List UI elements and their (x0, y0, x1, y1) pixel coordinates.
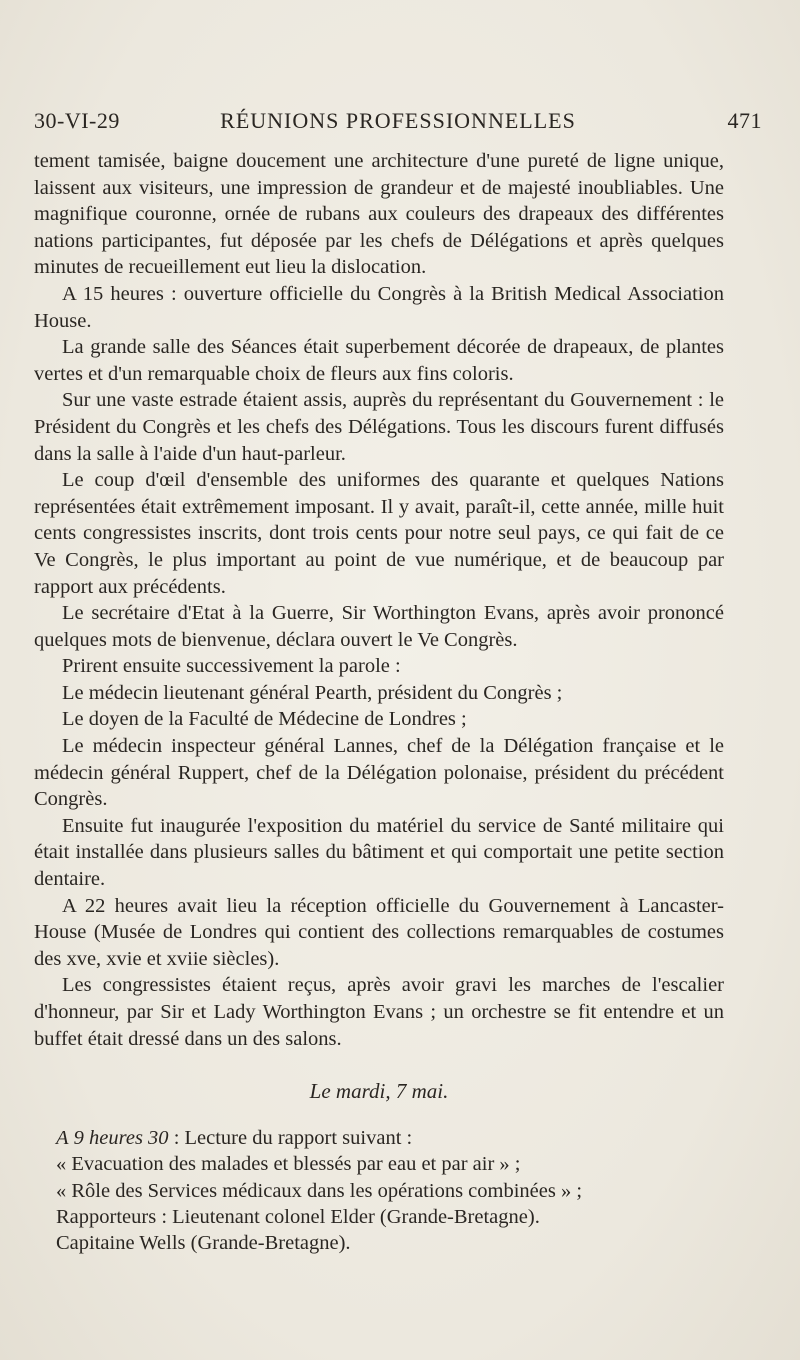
header-date: 30-VI-29 (34, 108, 120, 133)
session-time: 9 heures 30 (73, 1126, 169, 1149)
header-title: RÉUNIONS PROFESSIONNELLES (220, 108, 576, 133)
report-title: « Evacuation des malades et blessés par eau et par air » ; (56, 1153, 521, 1176)
page-body (34, 148, 724, 1257)
paragraph: Prirent ensuite successivement la parole : (62, 655, 401, 678)
page-number: 471 (727, 108, 762, 133)
paragraph: Le doyen de la Faculté de Médecine de Londres ; (62, 708, 467, 731)
paragraph: tement tamisée, baigne doucement une architecture d'une pureté de ligne unique, laissent aux visiteurs, une impression de grandeur et de majesté inoubliables. Une magnifique couronne, ornée de rubans aux couleurs des drapeaux des différentes nations participantes, fut déposée par les chefs de Délégations et après quelques minutes de recueillement eut lieu la dislocation. (34, 150, 724, 279)
paragraph: Le médecin inspecteur général Lannes, chef de la Délégation française et le médecin général Ruppert, chef de la Délégation polonaise, président du précédent Congrès. (34, 735, 724, 811)
session-time-line (34, 1125, 724, 1151)
paragraph: A 15 heures : ouverture officielle du Congrès à la British Medical Association House. (34, 282, 724, 332)
report-title: « Rôle des Services médicaux dans les opérations combinées » ; (56, 1179, 583, 1202)
rapporteur-name: Capitaine Wells (Grande-Bretagne). (56, 1232, 351, 1255)
paragraph: A 22 heures avait lieu la réception officielle du Gouvernement à Lancaster-House (Musée de Londres qui contient des collections remarquables de costumes des xve, xvie et xviie siècles). (34, 894, 724, 970)
session-time-prefix: A (56, 1126, 69, 1149)
rapporteurs-line: Rapporteurs : Lieutenant colonel Elder (Grande-Bretagne). (56, 1206, 540, 1228)
paragraph: Les congressistes étaient reçus, après avoir gravi les marches de l'escalier d'honneur, par Sir et Lady Worthington Evans ; un orchestre se fit entendre et un buffet était dressé dans un des salons. (34, 974, 724, 1050)
paragraph: La grande salle des Séances était superbement décorée de drapeaux, de plantes vertes et d'un remarquable choix de fleurs aux fins coloris. (34, 336, 724, 385)
lecture-intro: : Lecture du rapport suivant : (168, 1126, 413, 1149)
running-head (34, 108, 762, 138)
paragraph: Le secrétaire d'Etat à la Guerre, Sir Worthington Evans, après avoir prononcé quelques mots de bienvenue, déclara ouvert le Ve Congrès. (34, 602, 724, 651)
section-heading: Le mardi, 7 mai. (309, 1079, 449, 1104)
session-program (34, 1125, 724, 1257)
paragraph: Le médecin lieutenant général Pearth, président du Congrès ; (62, 681, 563, 704)
paragraph: Sur une vaste estrade étaient assis, auprès du représentant du Gouvernement : le Président du Congrès et les chefs des Délégations. Tous les discours furent diffusés dans la salle à l'aide d'un haut-parleur. (34, 389, 724, 465)
paragraph: Le coup d'œil d'ensemble des uniformes des quarante et quelques Nations représentées était extrêmement imposant. Il y avait, paraît-il, cette année, mille huit cents congressistes inscrits, dont trois cents pour notre seul pays, ce qui fait de ce Ve Congrès, le plus important au point de vue numérique, et de beaucoup par rapport aux précédents. (34, 469, 724, 598)
paragraph: Ensuite fut inaugurée l'exposition du matériel du service de Santé militaire qui était installée dans plusieurs salles du bâtiment et qui comportait une petite section dentaire. (34, 814, 724, 891)
